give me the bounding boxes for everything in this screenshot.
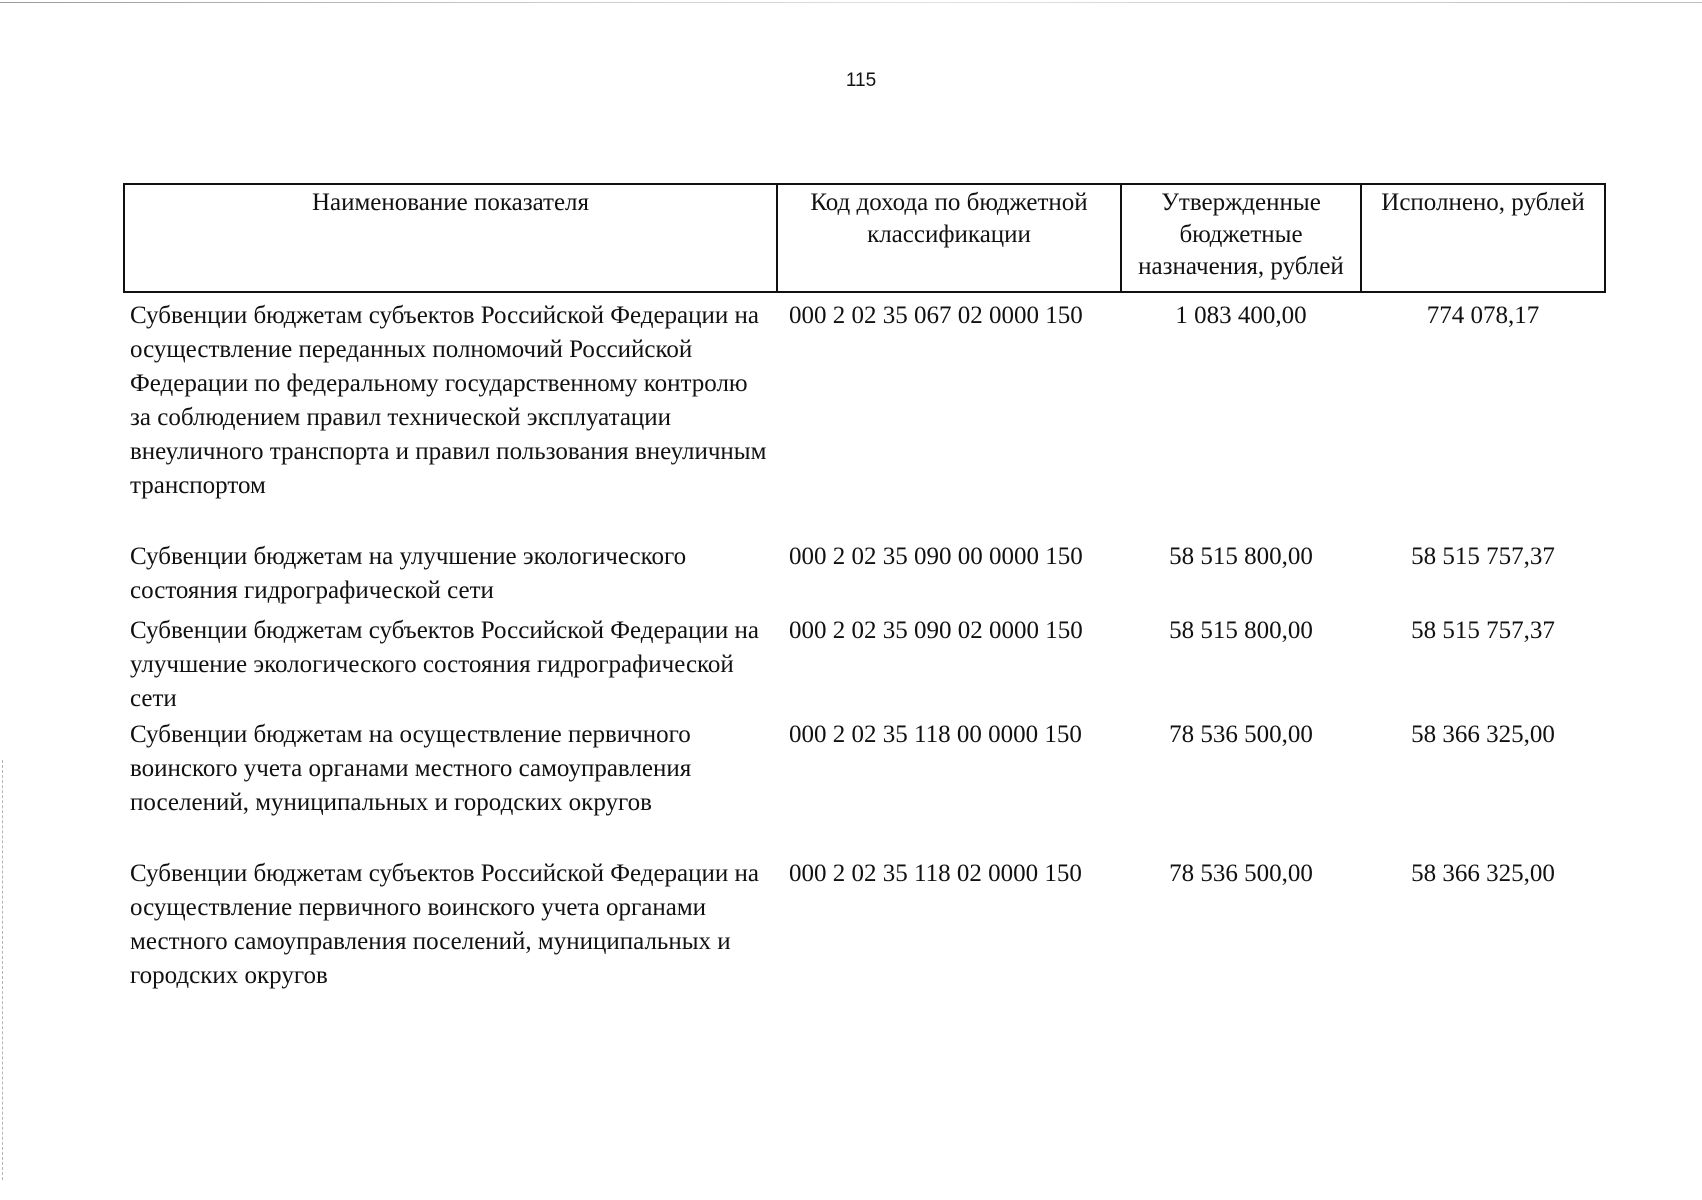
indicator-name: Субвенции бюджетам на осуществление первичного воинского учета органами местного самоуправления поселений, муниципальных и городских округов: [130, 721, 692, 816]
table-row: [124, 614, 1605, 718]
table-row: [124, 718, 1605, 857]
table-row: [124, 540, 1605, 614]
indicator-name: Субвенции бюджетам субъектов Российской Федерации на осуществление переданных полномочий Российской Федерации по федеральному государственному контролю за соблюдением правил технической эксплуатации внеуличного транспорта и правил пользования внеуличным транспортом: [130, 302, 767, 499]
indicator-name: Субвенции бюджетам субъектов Российской Федерации на осуществление первичного воинского учета органами местного самоуправления поселений, муниципальных и городских округов: [130, 860, 760, 989]
header-indicator-name: Наименование показателя: [124, 184, 777, 292]
scan-edge-top: [0, 2, 1702, 3]
income-code: 000 2 02 35 090 00 0000 150: [789, 543, 1083, 570]
page-number: 115: [845, 70, 877, 91]
indicator-name: Субвенции бюджетам на улучшение экологического состояния гидрографической сети: [130, 543, 687, 604]
budget-income-table: [123, 183, 1606, 997]
approved-amount: 58 515 800,00: [1169, 543, 1313, 570]
header-income-code: Код дохода по бюджетной классификации: [777, 184, 1121, 292]
table-body: [124, 292, 1605, 997]
income-code: 000 2 02 35 118 02 0000 150: [789, 860, 1082, 887]
approved-amount: 78 536 500,00: [1169, 860, 1313, 887]
executed-amount: 58 366 325,00: [1411, 860, 1555, 887]
executed-amount: 58 515 757,37: [1411, 617, 1555, 644]
executed-amount: 58 515 757,37: [1411, 543, 1555, 570]
income-code: 000 2 02 35 118 00 0000 150: [789, 721, 1082, 748]
header-executed-amount: Исполнено, рублей: [1361, 184, 1605, 292]
income-code: 000 2 02 35 090 02 0000 150: [789, 617, 1083, 644]
approved-amount: 78 536 500,00: [1169, 721, 1313, 748]
header-row: [124, 184, 1605, 292]
scan-edge-left: [2, 760, 9, 1180]
indicator-name: Субвенции бюджетам субъектов Российской Федерации на улучшение экологического состояния гидрографической сети: [130, 617, 760, 712]
executed-amount: 774 078,17: [1426, 302, 1540, 329]
income-code: 000 2 02 35 067 02 0000 150: [789, 302, 1083, 329]
executed-amount: 58 366 325,00: [1411, 721, 1555, 748]
table-header: [124, 184, 1605, 292]
header-approved-amount: Утвержденные бюджетные назначения, рублей: [1121, 184, 1361, 292]
table-row: [124, 292, 1605, 540]
approved-amount: 1 083 400,00: [1175, 302, 1307, 329]
table-row: [124, 857, 1605, 997]
approved-amount: 58 515 800,00: [1169, 617, 1313, 644]
